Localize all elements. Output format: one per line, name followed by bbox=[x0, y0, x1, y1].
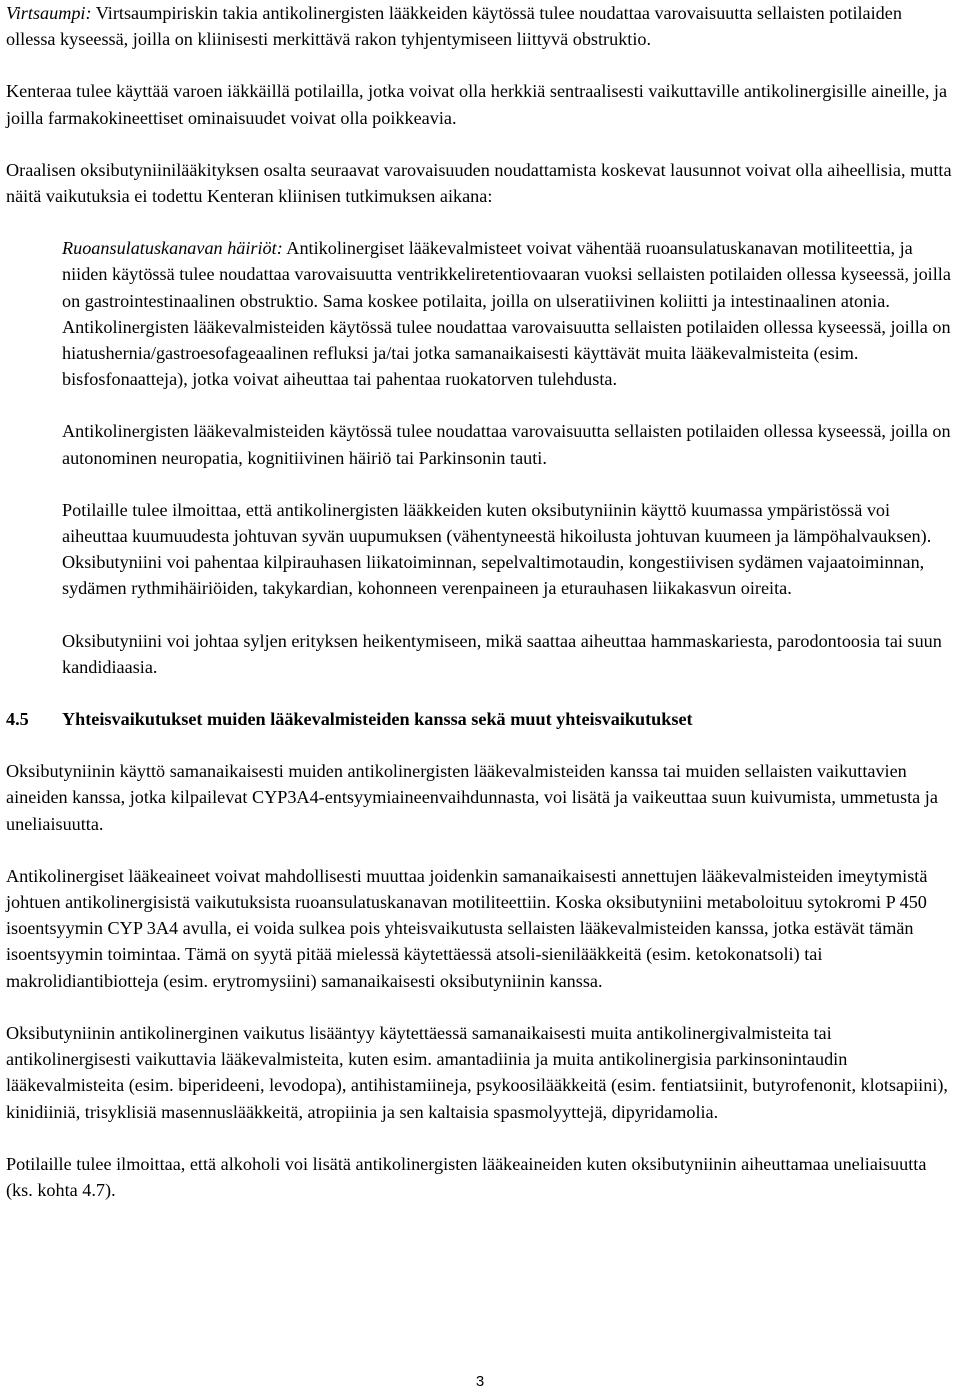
gi-disorders-text: Antikolinergiset lääkevalmisteet voivat vähentää ruoansulatuskanavan motiliteettia, ja niiden käytössä tulee noudattaa varovaisuutta ventrikkeliretentiovaaran vuoksi sellaisten potilaiden ollessa kyseessä, joilla on gastrointestinaalinen obstruktio. Sama koskee potilaita, joilla on ulseratiivinen koliitti ja intestinaalinen atonia. Antikolinergisten lääkevalmisteiden käytössä tulee noudattaa varovaisuutta sellaisten potilaiden ollessa kyseessä, joilla on hiatushernia/gastroesofageaalinen refluksi ja/tai jotka samanaikaisesti käyttävät muita lääkevalmisteita (esim. bisfosfonaatteja), jotka voivat aiheuttaa tai pahentaa ruokatorven tulehdusta. bbox=[62, 238, 951, 390]
paragraph-heat-prostration: Potilaille tulee ilmoittaa, että antikolinergisten lääkkeiden kuten oksibutyniinin käyttö kuumassa ympäristössä voi aiheuttaa kuumuudesta johtuvan syvän uupumuksen (vähentyneestä hikoilusta johtuvan kuumeen ja lämpöhalvauksen). Oksibutyniini voi pahentaa kilpirauhasen liikatoiminnan, sepelvaltimotaudin, kongestiivisen sydämen vajaatoiminnan, sydämen rythmihäiriöiden, takykardian, kohonneen verenpaineen ja eturauhasen liikakasvun oireita. bbox=[62, 499, 932, 599]
section-number: 4.5 bbox=[6, 709, 29, 730]
paragraph-urinary-retention bbox=[6, 0, 936, 52]
paragraph-gi-disorders bbox=[62, 235, 956, 392]
paragraph-neuropathy: Antikolinergisten lääkevalmisteiden käytössä tulee noudattaa varovaisuutta sellaisten potilaiden ollessa kyseessä, joilla on autonominen neuropatia, kognitiivinen häiriö tai Parkinsonin tauti. bbox=[62, 421, 951, 468]
paragraph-alcohol: Potilaille tulee ilmoittaa, että alkoholi voi lisätä antikolinergisten lääkeaineiden kuten oksibutyniinin aiheuttamaa uneliaisuutta (ks. kohta 4.7). bbox=[6, 1153, 927, 1200]
page-number: 3 bbox=[475, 1373, 485, 1390]
paragraph-elderly-caution: Kenteraa tulee käyttää varoen iäkkäillä potilailla, jotka voivat olla herkkiä sentraalisesti vaikuttaville antikolinergisille aineille, ja joilla farmakokineettiset ominaisuudet voivat olla poikkeavia. bbox=[6, 81, 948, 128]
paragraph-absorption: Antikolinergiset lääkeaineet voivat mahdollisesti muuttaa joidenkin samanaikaisesti annettujen lääkevalmisteiden imeytymistä johtuen antikolinergisistä vaikutuksista ruoansulatuskanavan motiliteettiin. Koska oksibutyniini metaboloituu sytokromi P 450 isoentsyymin CYP 3A4 avulla, ei voida sulkea pois yhteisvaikutusta sellaisten lääkevalmisteiden kanssa, jotka estävät tämän isoentsyymin toimintaa. Tämä on syytä pitää mielessä käytettäessä atsoli-sienilääkkeitä (esim. ketokonatsoli) tai makrolidiantibiotteja (esim. erytromysiini) samanaikaisesti oksibutyniinin kanssa. bbox=[6, 865, 928, 991]
urinary-retention-label: Virtsaumpi: bbox=[6, 3, 92, 23]
section-title: Yhteisvaikutukset muiden lääkevalmisteiden kanssa sekä muut yhteisvaikutukset bbox=[62, 709, 693, 730]
document-page bbox=[6, 0, 956, 1203]
gi-disorders-label: Ruoansulatuskanavan häiriöt: bbox=[62, 238, 283, 259]
urinary-retention-text: Virtsaumpiriskin takia antikolinergisten lääkkeiden käytössä tulee noudattaa varovaisuutta sellaisten potilaiden ollessa kyseessä, joilla on kliinisesti merkittävä rakon tyhjentymiseen liittyvä obstruktio. bbox=[6, 3, 902, 50]
paragraph-oral-oxybutynin: Oraalisen oksibutyniinilääkityksen osalta seuraavat varovaisuuden noudattamista koskevat lausunnot voivat olla aiheellisia, mutta näitä vaikutuksia ei todettu Kenteran kliinisen tutkimuksen aikana: bbox=[6, 159, 952, 207]
paragraph-anticholinergic-effect: Oksibutyniinin antikolinerginen vaikutus lisääntyy käytettäessä samanaikaisesti muita antikolinergivalmisteita tai antikolinergisesti vaikuttavia lääkevalmisteita, kuten esim. amantadiinia ja muita antikolinergisia parkinsonintaudin lääkevalmisteita (esim. biperideeni, levodopa), antihistamiineja, psykoosilääkkeitä (esim. fentiatsiinit, butyrofenonit, klotsapiini), kinidiiniä, trisyklisiä masennuslääkkeitä, atropiinia ja sen kaltaisia spasmolyyttejä, dipyridamolia. bbox=[6, 1022, 948, 1122]
paragraph-saliva: Oksibutyniini voi johtaa syljen erityksen heikentymiseen, mikä saattaa aiheuttaa hammaskariesta, parodontoosia tai suun kandidiaasia. bbox=[62, 630, 942, 677]
section-heading-4-5 bbox=[6, 706, 956, 732]
paragraph-interactions-intro: Oksibutyniinin käyttö samanaikaisesti muiden antikolinergisten lääkevalmisteiden kanssa tai muiden sellaisten vaikuttavien aineiden kanssa, jotka kilpailevat CYP3A4-entsyymiaineenvaihdunnasta, voi lisätä ja vaikeuttaa suun kuivumista, ummetusta ja uneliaisuutta. bbox=[6, 761, 938, 834]
